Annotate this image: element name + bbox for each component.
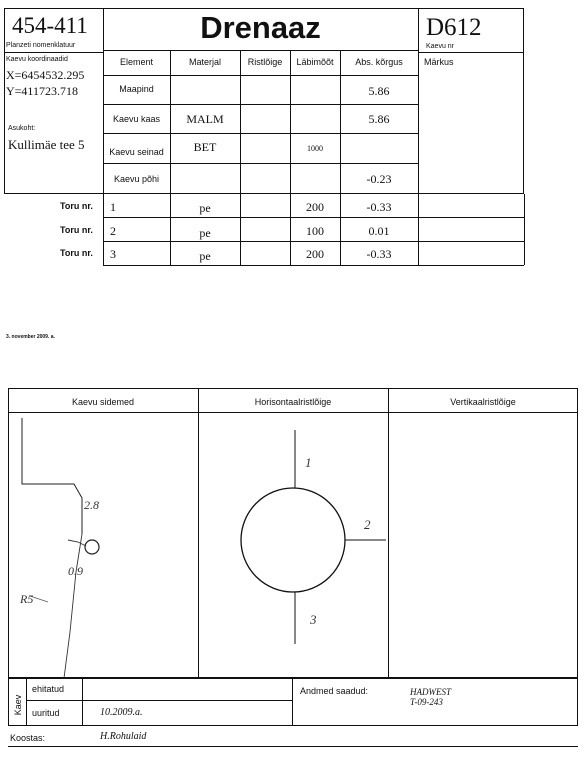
pipe-1-nr: 1	[110, 200, 116, 214]
row-3-height: -0.23	[366, 172, 392, 186]
footer-row-line	[26, 700, 292, 701]
row-2-element: Kaevu seinad	[109, 147, 164, 157]
pipe-number-1: 1	[305, 455, 312, 470]
data-from-label: Andmed saadud:	[300, 686, 369, 696]
pipe-3-height: -0.33	[366, 247, 392, 261]
surveyed-value: 10.2009.a.	[100, 707, 143, 718]
row-1-height: 5.86	[368, 112, 390, 126]
horizontal-section	[198, 412, 388, 678]
data-from-2: T-09-243	[410, 697, 443, 707]
pipe-2-nr: 2	[110, 224, 116, 238]
row-0-height: 5.86	[368, 84, 390, 98]
col-header-material: Materjal	[188, 57, 221, 67]
surveyed-label: uuritud	[32, 708, 60, 718]
title-bottom-line	[103, 50, 418, 51]
sketch-note-2: 0.9	[68, 564, 83, 578]
pipe-2-label: Toru nr.	[60, 225, 93, 235]
pipe-2-diameter: 100	[306, 224, 324, 238]
header-line-left	[4, 52, 103, 53]
data-from-1: HADWEST	[410, 687, 451, 697]
built-label: ehitatud	[32, 684, 65, 694]
site-sketch	[8, 412, 198, 678]
footer-mid-line	[292, 678, 293, 726]
footer-bottom-line	[8, 746, 578, 747]
coords-label: Kaevu koordinaadid	[6, 56, 68, 63]
row-0-element: Maapind	[119, 84, 154, 94]
pipe-line-1	[103, 217, 524, 218]
pipe-branch	[68, 540, 86, 546]
right-border-lower	[524, 194, 525, 265]
pipe-number-3: 3	[310, 612, 317, 627]
pipe-2-height: 0.01	[368, 224, 390, 238]
building-outline	[22, 418, 82, 534]
coord-y: Y=411723.718	[6, 84, 78, 98]
header-divider-1	[103, 8, 104, 265]
col-header-element: Element	[119, 57, 154, 67]
sketch-col1-title: Kaevu sidemed	[71, 397, 135, 407]
well-symbol	[85, 540, 99, 554]
footer-label-line	[82, 678, 83, 726]
col-header-diameter: Läbimõõt	[296, 57, 334, 67]
row-line-1	[103, 104, 418, 105]
pipe-line-3	[103, 265, 524, 266]
sketch-note-3: R5	[20, 592, 34, 606]
compiled-value: H.Rohulaid	[100, 731, 147, 742]
col-header-section: Ristlõige	[247, 57, 283, 67]
pipe-3-label: Toru nr.	[60, 248, 93, 258]
pipe-1-label: Toru nr.	[60, 201, 93, 211]
footer-side-label: Kaev	[13, 694, 23, 716]
sketch-col2-title: Horisontaalristlõige	[254, 397, 332, 407]
row-line-2	[103, 133, 418, 134]
sketch-note-1: 2.8	[84, 498, 99, 512]
location-value: Kullimäe tee 5	[8, 137, 85, 152]
pipe-line-2	[103, 241, 524, 242]
footer-frame	[8, 678, 578, 726]
pipe-3-material: pe	[199, 249, 211, 263]
well-id: D612	[426, 14, 482, 41]
row-2-diameter: 1000	[307, 144, 323, 153]
well-id-label: Kaevu nr	[426, 43, 455, 50]
pipe-1-diameter: 200	[306, 200, 324, 214]
row-2-material: BET	[193, 140, 217, 154]
header-line-right	[418, 52, 524, 53]
pipe-1-height: -0.33	[366, 200, 392, 214]
compiled-label: Koostas:	[10, 733, 46, 743]
pipe-1-material: pe	[199, 201, 211, 215]
row-3-element: Kaevu põhi	[113, 174, 160, 184]
well-circle	[241, 488, 345, 592]
pipe-3-diameter: 200	[306, 247, 324, 261]
pipe-3-nr: 3	[110, 247, 116, 261]
page-title: Drenaaz	[200, 10, 321, 45]
col-header-height: Abs. kõrgus	[355, 57, 403, 67]
sketch-col-line-2	[388, 388, 389, 678]
header-divider-2	[418, 8, 419, 265]
coord-x: X=6454532.295	[6, 68, 85, 82]
remarks-label: Märkus	[424, 57, 454, 67]
footer-side-line	[26, 678, 27, 726]
pipe-number-2: 2	[364, 517, 371, 532]
document-date: 3. november 2009. a.	[6, 334, 55, 340]
sketch-col3-title: Vertikaalristlõige	[450, 397, 516, 407]
row-1-element: Kaevu kaas	[112, 114, 161, 124]
pipe-trace	[64, 534, 82, 678]
plan-code: 454-411	[12, 13, 88, 38]
col-line-2	[240, 50, 241, 265]
row-line-3	[103, 163, 418, 164]
row-1-material: MALM	[186, 112, 224, 126]
pipe-2-material: pe	[199, 226, 211, 240]
plan-code-label: Planzeti nomenklatuur	[6, 42, 76, 49]
row-line-0	[103, 75, 418, 76]
location-label: Asukoht:	[8, 125, 36, 132]
